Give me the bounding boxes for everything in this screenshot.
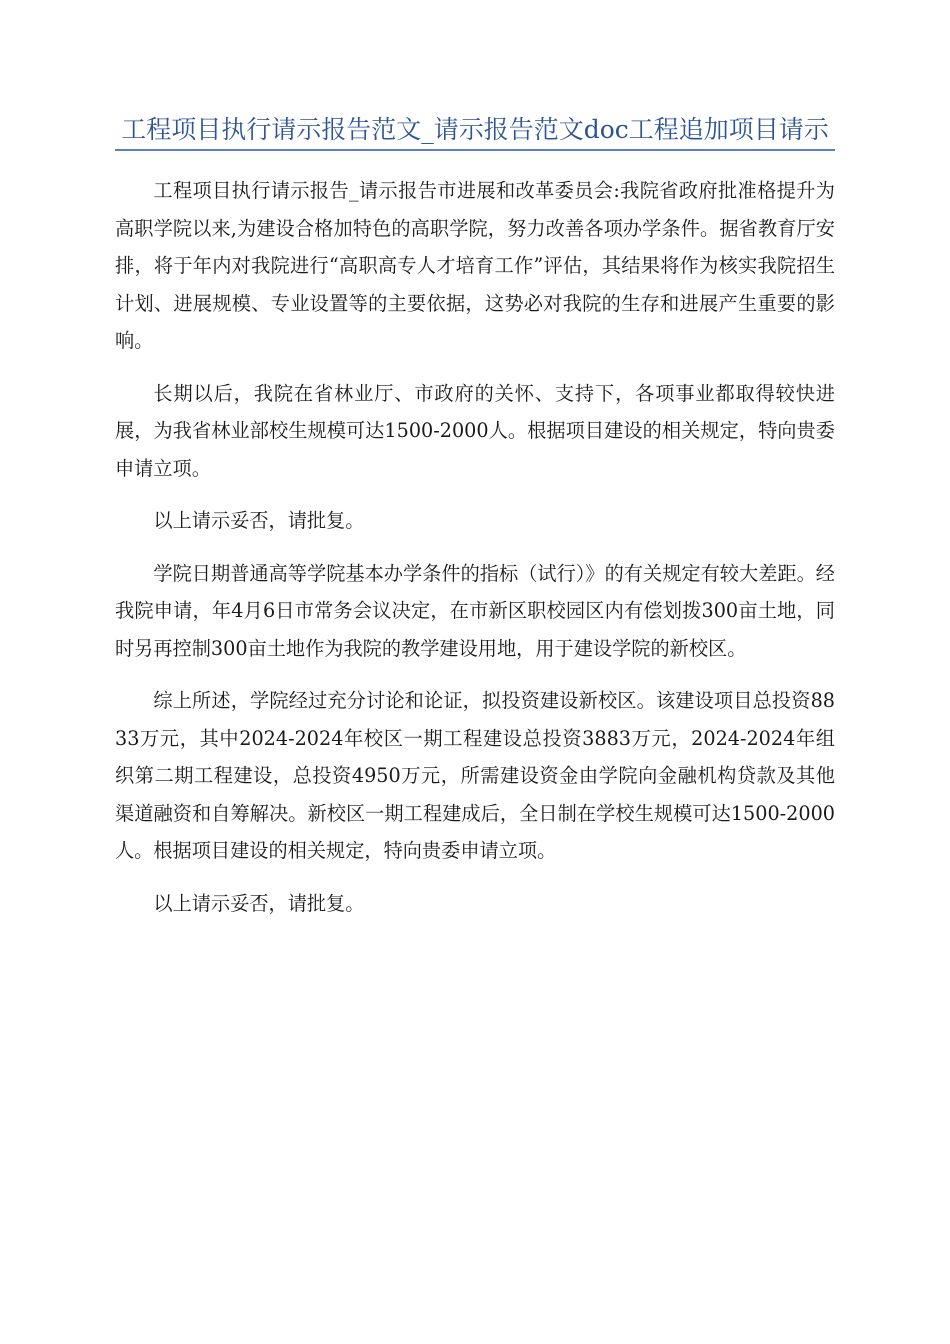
body-paragraph: 学院日期普通高等学院基本办学条件的指标（试行）》的有关规定有较大差距。经我院申请，年4月6日市常务会议决定，在市新区职校园区内有偿划拨300亩土地，同时另再控制300亩土地作为我院的教学建设用地，用于建设学院的新校区。 [115,561,835,660]
body-paragraph: 工程项目执行请示报告_请示报告市进展和改革委员会:我院省政府批准格提升为高职学院以来,为建设合格加特色的高职学院，努力改善各项办学条件。据省教育厅安排，将于年内对我院进行“高职高专人才培育工作”评估，其结果将作为核实我院招生计划、进展规模、专业设置等的主要依据，这势必对我院的生存和进展产生重要的影响。 [115,179,835,352]
title-underline [115,149,835,151]
body-paragraph: 综上所述，学院经过充分讨论和论证，拟投资建设新校区。该建设项目总投资8833万元，其中2024-2024年校区一期工程建设总投资3883万元，2024-2024年组织第二期工程建设，总投资4950万元，所需建设资金由学院向金融机构贷款及其他渠道融资和自筹解决。新校区一期工程建成后，全日制在学校生规模可达1500-2000人。根据项目建设的相关规定，特向贵委申请立项。 [115,689,835,862]
document-page [115,114,835,937]
body-paragraph: 以上请示妥否，请批复。 [153,509,365,532]
body-paragraph: 以上请示妥否，请批复。 [153,891,365,915]
body-paragraph: 长期以后，我院在省林业厅、市政府的关怀、支持下，各项事业都取得较快进展，为我省林业部校生规模可达1500-2000人。根据项目建设的相关规定，特向贵委申请立项。 [115,381,835,480]
document-body [115,172,835,922]
document-title: 工程项目执行请示报告范文_请示报告范文doc工程追加项目请示 [121,115,829,144]
